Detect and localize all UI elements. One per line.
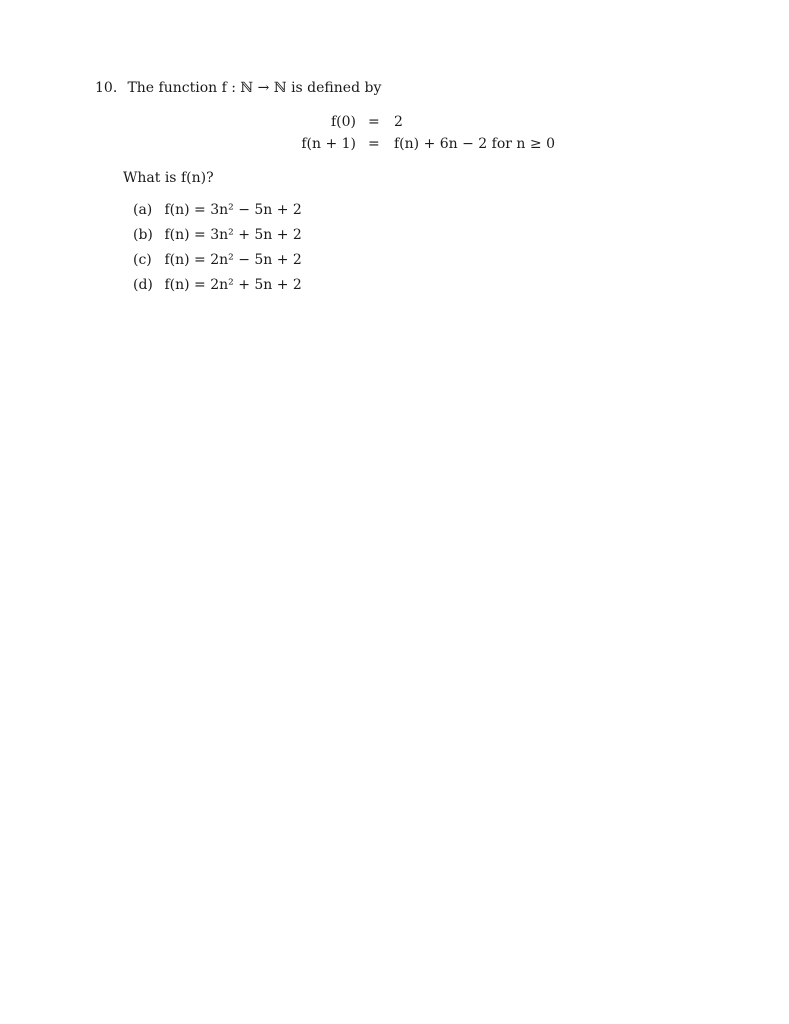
option-text: f(n) = 2n² + 5n + 2 bbox=[164, 277, 302, 293]
option-text: f(n) = 2n² − 5n + 2 bbox=[164, 252, 302, 268]
definition-equals: = bbox=[368, 136, 380, 152]
answer-option-a bbox=[133, 202, 302, 218]
definition-row bbox=[0, 114, 789, 134]
definition-lhs: f(0) bbox=[330, 114, 356, 130]
option-text: f(n) = 3n² + 5n + 2 bbox=[164, 227, 302, 243]
definition-rhs: 2 bbox=[394, 114, 403, 130]
option-letter: (d) bbox=[133, 277, 153, 293]
definition-equals: = bbox=[368, 114, 380, 130]
answer-option-d bbox=[133, 277, 302, 293]
problem-number: 10. bbox=[95, 80, 118, 96]
answer-option-c bbox=[133, 252, 302, 268]
answer-option-b bbox=[133, 227, 302, 243]
option-text: f(n) = 3n² − 5n + 2 bbox=[164, 202, 302, 218]
problem-statement: The function f : ℕ → ℕ is defined by bbox=[127, 80, 382, 96]
definition-rhs: f(n) + 6n − 2 for n ≥ 0 bbox=[394, 136, 555, 152]
option-letter: (b) bbox=[133, 227, 153, 243]
option-letter: (a) bbox=[133, 202, 153, 218]
question-text: What is f(n)? bbox=[123, 170, 214, 186]
definition-row bbox=[0, 136, 789, 156]
option-letter: (c) bbox=[133, 252, 152, 268]
problem-header bbox=[95, 80, 381, 96]
definition-lhs: f(n + 1) bbox=[301, 136, 356, 152]
